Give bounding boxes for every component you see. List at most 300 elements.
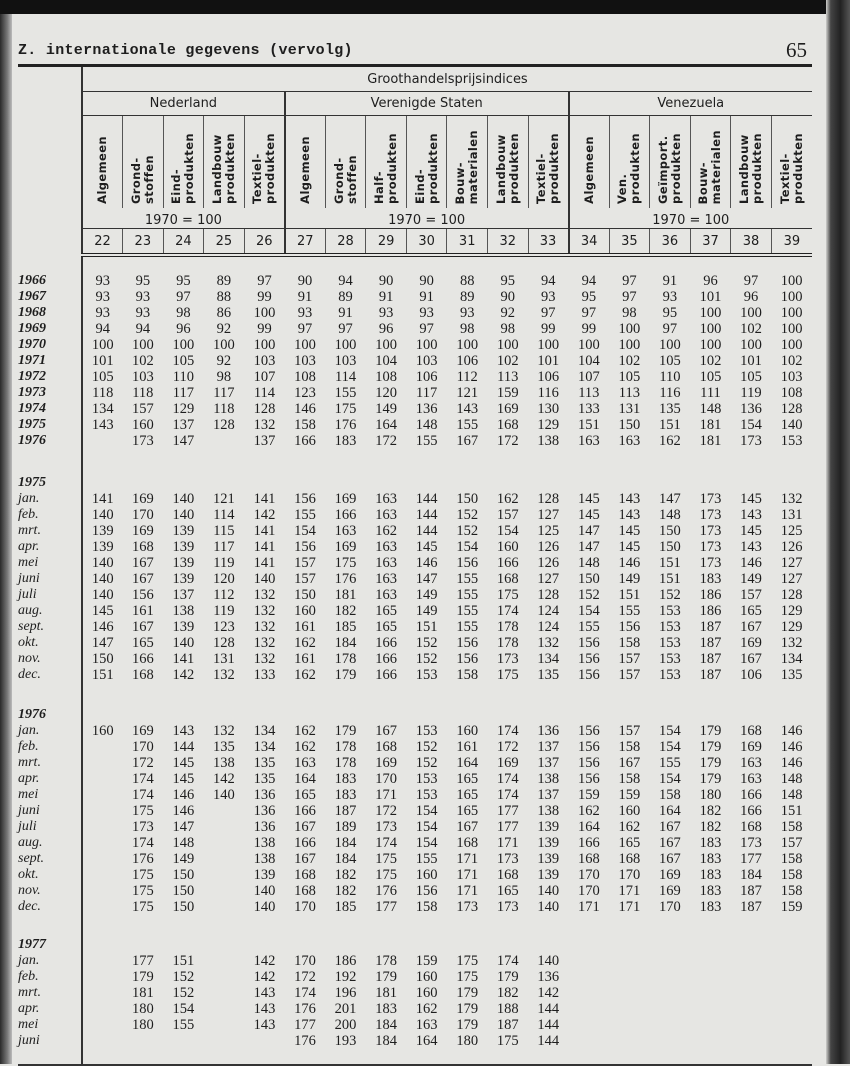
table-cell: 137 bbox=[537, 754, 560, 771]
empty-cell bbox=[731, 915, 772, 931]
table-cell: 94 bbox=[541, 272, 556, 289]
table-cell: 108 bbox=[780, 384, 803, 401]
table-cell: 135 bbox=[213, 738, 235, 755]
table-cell: 187 bbox=[740, 882, 762, 899]
empty-cell bbox=[771, 683, 812, 707]
table-cell: 166 bbox=[375, 666, 397, 683]
table-cell bbox=[82, 899, 123, 915]
table-cell: 161 bbox=[131, 602, 154, 619]
table-cell: 134 bbox=[253, 722, 276, 739]
table-cell: 186 bbox=[699, 602, 722, 619]
table-cell: 169 bbox=[496, 754, 519, 771]
table-cell: 104 bbox=[577, 352, 600, 369]
table-cell: 100 bbox=[577, 336, 600, 353]
empty-cell bbox=[244, 915, 285, 931]
table-cell bbox=[204, 1001, 245, 1017]
table-cell: 140 bbox=[91, 570, 114, 587]
table-row bbox=[18, 867, 812, 883]
table-cell: 146 bbox=[740, 554, 762, 571]
section-spacer bbox=[18, 915, 812, 931]
table-cell: 179 bbox=[456, 1016, 479, 1033]
table-cell: 152 bbox=[577, 586, 600, 603]
empty-cell bbox=[690, 449, 731, 475]
table-cell: 100 bbox=[294, 336, 316, 353]
table-row bbox=[18, 969, 812, 985]
row-label: mei bbox=[18, 787, 82, 803]
table-cell: 100 bbox=[496, 336, 519, 353]
table-cell: 182 bbox=[699, 802, 722, 819]
table-cell: 101 bbox=[91, 352, 114, 369]
table-cell: 117 bbox=[213, 384, 235, 401]
row-label: juli bbox=[18, 587, 82, 603]
table-cell: 177 bbox=[294, 1016, 316, 1033]
table-cell: 101 bbox=[740, 352, 762, 369]
table-cell: 153 bbox=[415, 770, 438, 787]
table-cell: 167 bbox=[131, 554, 154, 571]
table-cell: 132 bbox=[253, 416, 276, 433]
table-cell: 100 bbox=[334, 336, 357, 353]
table-cell: 98 bbox=[216, 368, 232, 385]
row-label: dec. bbox=[18, 899, 82, 915]
table-cell bbox=[123, 1033, 164, 1049]
table-cell: 161 bbox=[294, 618, 316, 635]
table-cell: 154 bbox=[740, 416, 762, 433]
table-cell: 180 bbox=[699, 786, 722, 803]
table-header bbox=[18, 66, 812, 256]
empty-cell bbox=[325, 707, 366, 723]
table-cell: 127 bbox=[537, 506, 560, 523]
table-cell: 179 bbox=[456, 1000, 479, 1017]
table-cell: 177 bbox=[131, 952, 154, 969]
table-cell: 100 bbox=[253, 304, 276, 321]
table-cell: 185 bbox=[334, 618, 357, 635]
table-cell: 140 bbox=[253, 570, 276, 587]
empty-cell bbox=[650, 255, 691, 273]
row-label: aug. bbox=[18, 603, 82, 619]
table-cell: 100 bbox=[780, 336, 803, 353]
empty-cell bbox=[285, 915, 326, 931]
table-cell: 99 bbox=[541, 320, 556, 337]
empty-cell bbox=[366, 475, 407, 491]
table-cell: 136 bbox=[740, 400, 762, 417]
empty-cell bbox=[163, 683, 204, 707]
table-cell: 162 bbox=[294, 634, 316, 651]
column-number: 34 bbox=[569, 229, 610, 256]
column-header-label: Eind- produkten bbox=[169, 133, 197, 204]
table-cell bbox=[204, 883, 245, 899]
empty-cell bbox=[487, 707, 528, 723]
empty-cell bbox=[731, 449, 772, 475]
table-cell: 174 bbox=[131, 770, 154, 787]
table-cell: 174 bbox=[496, 602, 519, 619]
table-cell: 169 bbox=[740, 738, 762, 755]
table-cell: 151 bbox=[659, 416, 681, 433]
table-cell: 141 bbox=[91, 490, 114, 507]
table-cell: 129 bbox=[172, 400, 195, 417]
table-cell: 174 bbox=[496, 952, 519, 969]
table-cell: 151 bbox=[415, 618, 438, 635]
table-cell: 158 bbox=[618, 634, 641, 651]
column-header-label: Half- produkten bbox=[372, 133, 400, 204]
empty-cell bbox=[82, 1049, 123, 1065]
table-cell: 128 bbox=[213, 416, 235, 433]
table-cell: 140 bbox=[537, 952, 560, 969]
table-cell: 169 bbox=[334, 490, 357, 507]
table-cell bbox=[82, 433, 123, 449]
table-cell: 147 bbox=[172, 818, 195, 835]
section-year-label: 1977 bbox=[18, 931, 82, 953]
table-cell: 176 bbox=[294, 1032, 316, 1049]
table-cell bbox=[82, 755, 123, 771]
empty-cell bbox=[771, 475, 812, 491]
table-cell: 135 bbox=[659, 400, 681, 417]
table-cell: 146 bbox=[415, 554, 438, 571]
row-label: 1972 bbox=[18, 369, 82, 385]
table-cell: 144 bbox=[415, 522, 438, 539]
column-header-label: Grond- stoffen bbox=[331, 154, 359, 204]
empty-cell bbox=[325, 1049, 366, 1065]
table-cell: 125 bbox=[780, 522, 803, 539]
row-label: sept. bbox=[18, 619, 82, 635]
table-cell: 139 bbox=[172, 522, 195, 539]
table-cell bbox=[82, 771, 123, 787]
table-cell: 136 bbox=[415, 400, 438, 417]
table-cell: 121 bbox=[456, 384, 479, 401]
empty-cell bbox=[650, 683, 691, 707]
table-cell: 145 bbox=[577, 490, 600, 507]
table-row bbox=[18, 651, 812, 667]
table-cell: 102 bbox=[496, 352, 519, 369]
table-cell: 100 bbox=[91, 336, 114, 353]
table-cell: 173 bbox=[699, 554, 722, 571]
table-cell bbox=[204, 1017, 245, 1033]
row-label: 1976 bbox=[18, 433, 82, 449]
table-cell: 168 bbox=[294, 866, 316, 883]
table-cell: 140 bbox=[91, 506, 114, 523]
table-cell: 144 bbox=[172, 738, 195, 755]
table-cell: 103 bbox=[334, 352, 357, 369]
table-cell: 157 bbox=[131, 400, 154, 417]
table-cell: 174 bbox=[375, 834, 397, 851]
table-cell: 150 bbox=[172, 882, 195, 899]
table-cell: 171 bbox=[618, 882, 641, 899]
table-cell: 150 bbox=[659, 522, 681, 539]
table-cell: 117 bbox=[213, 538, 235, 555]
column-header-label: Textiel- produkten bbox=[777, 133, 805, 204]
empty-cell bbox=[123, 683, 164, 707]
section-spacer bbox=[18, 255, 812, 273]
table-cell: 144 bbox=[415, 506, 438, 523]
empty-cell bbox=[163, 1049, 204, 1065]
table-cell: 177 bbox=[740, 850, 762, 867]
table-cell: 132 bbox=[253, 618, 276, 635]
table-cell: 166 bbox=[294, 834, 316, 851]
table-cell: 148 bbox=[699, 400, 722, 417]
empty-cell bbox=[487, 683, 528, 707]
empty-cell bbox=[366, 255, 407, 273]
table-cell: 105 bbox=[740, 368, 762, 385]
empty-cell bbox=[487, 255, 528, 273]
table-cell: 126 bbox=[537, 554, 560, 571]
table-cell: 158 bbox=[618, 738, 641, 755]
table-cell: 139 bbox=[537, 834, 560, 851]
row-label: feb. bbox=[18, 739, 82, 755]
table-cell: 114 bbox=[334, 368, 357, 385]
table-row bbox=[18, 771, 812, 787]
empty-cell bbox=[650, 707, 691, 723]
table-cell: 164 bbox=[577, 818, 600, 835]
table-cell: 139 bbox=[537, 866, 560, 883]
empty-cell bbox=[406, 255, 447, 273]
table-row bbox=[18, 835, 812, 851]
table-cell: 156 bbox=[456, 554, 479, 571]
empty-cell bbox=[690, 707, 731, 723]
table-cell: 159 bbox=[780, 898, 803, 915]
table-cell bbox=[690, 1001, 731, 1017]
table-cell: 171 bbox=[375, 786, 397, 803]
table-cell: 166 bbox=[375, 634, 397, 651]
empty-cell bbox=[163, 449, 204, 475]
table-cell: 166 bbox=[496, 554, 519, 571]
empty-cell bbox=[447, 449, 488, 475]
table-cell: 119 bbox=[740, 384, 762, 401]
table-cell: 154 bbox=[294, 522, 316, 539]
table-cell: 183 bbox=[699, 866, 722, 883]
table-cell: 155 bbox=[334, 384, 357, 401]
table-cell: 170 bbox=[375, 770, 397, 787]
table-cell: 158 bbox=[780, 818, 803, 835]
empty-cell bbox=[569, 683, 610, 707]
empty-cell bbox=[366, 915, 407, 931]
table-cell: 169 bbox=[131, 522, 154, 539]
table-cell: 160 bbox=[91, 722, 114, 739]
table-cell: 164 bbox=[456, 754, 479, 771]
table-cell: 148 bbox=[172, 834, 195, 851]
table-cell: 149 bbox=[415, 602, 438, 619]
table-cell: 162 bbox=[659, 432, 681, 449]
table-cell: 159 bbox=[618, 786, 641, 803]
country-header: Venezuela bbox=[569, 92, 812, 116]
table-cell bbox=[82, 985, 123, 1001]
table-cell: 164 bbox=[294, 770, 316, 787]
table-cell: 131 bbox=[618, 400, 641, 417]
empty-cell bbox=[325, 255, 366, 273]
table-cell: 117 bbox=[416, 384, 438, 401]
table-cell: 100 bbox=[740, 336, 762, 353]
table-cell: 169 bbox=[740, 634, 762, 651]
table-cell: 146 bbox=[294, 400, 316, 417]
table-cell: 157 bbox=[294, 554, 316, 571]
table-cell: 167 bbox=[659, 818, 681, 835]
table-row bbox=[18, 337, 812, 353]
table-cell: 103 bbox=[294, 352, 316, 369]
table-row bbox=[18, 755, 812, 771]
empty-cell bbox=[731, 707, 772, 723]
table-cell: 156 bbox=[577, 634, 600, 651]
table-cell: 116 bbox=[659, 384, 681, 401]
table-cell: 143 bbox=[740, 506, 762, 523]
table-cell: 160 bbox=[496, 538, 519, 555]
row-label: okt. bbox=[18, 867, 82, 883]
table-cell: 131 bbox=[780, 506, 803, 523]
base-year-label: 1970 = 100 bbox=[285, 208, 569, 229]
empty-cell bbox=[731, 683, 772, 707]
empty-cell bbox=[406, 707, 447, 723]
table-cell bbox=[609, 1001, 650, 1017]
table-cell: 137 bbox=[537, 786, 560, 803]
table-cell: 162 bbox=[375, 522, 397, 539]
table-cell: 135 bbox=[253, 770, 276, 787]
table-row bbox=[18, 507, 812, 523]
table-cell: 171 bbox=[456, 882, 479, 899]
table-cell bbox=[82, 867, 123, 883]
table-cell: 100 bbox=[699, 304, 722, 321]
table-cell: 100 bbox=[659, 336, 681, 353]
table-cell: 149 bbox=[740, 570, 762, 587]
table-cell: 143 bbox=[172, 722, 195, 739]
table-cell: 88 bbox=[459, 272, 475, 289]
table-cell: 94 bbox=[581, 272, 597, 289]
base-year-label: 1970 = 100 bbox=[82, 208, 285, 229]
table-cell: 173 bbox=[740, 432, 762, 449]
table-cell: 146 bbox=[780, 738, 803, 755]
table-cell: 149 bbox=[618, 570, 641, 587]
table-cell: 171 bbox=[456, 850, 479, 867]
column-header bbox=[244, 116, 285, 209]
table-cell: 163 bbox=[740, 754, 762, 771]
column-number: 27 bbox=[285, 229, 326, 256]
table-cell: 152 bbox=[456, 522, 479, 539]
table-cell: 176 bbox=[131, 850, 154, 867]
table-cell bbox=[204, 819, 245, 835]
table-cell: 150 bbox=[294, 586, 316, 603]
table-cell bbox=[771, 1001, 812, 1017]
table-cell bbox=[771, 1033, 812, 1049]
table-cell: 157 bbox=[294, 570, 316, 587]
row-label: juni bbox=[18, 1033, 82, 1049]
table-cell: 156 bbox=[294, 490, 316, 507]
table-cell: 97 bbox=[622, 272, 637, 289]
table-cell: 153 bbox=[659, 634, 681, 651]
table-cell: 168 bbox=[294, 882, 316, 899]
table-cell: 129 bbox=[537, 416, 560, 433]
table-cell: 152 bbox=[415, 754, 438, 771]
empty-cell bbox=[447, 931, 488, 953]
table-cell: 100 bbox=[780, 320, 803, 337]
table-cell: 149 bbox=[172, 850, 195, 867]
table-cell: 128 bbox=[537, 586, 560, 603]
table-cell: 183 bbox=[699, 834, 722, 851]
table-cell: 165 bbox=[618, 834, 641, 851]
table-cell: 143 bbox=[253, 1000, 276, 1017]
base-year-label: 1970 = 100 bbox=[569, 208, 812, 229]
table-cell: 139 bbox=[172, 554, 195, 571]
empty-cell bbox=[325, 931, 366, 953]
empty-cell bbox=[487, 915, 528, 931]
table-cell bbox=[731, 1033, 772, 1049]
empty-cell bbox=[366, 931, 407, 953]
table-cell: 145 bbox=[415, 538, 438, 555]
table-cell bbox=[650, 985, 691, 1001]
table-cell: 95 bbox=[176, 272, 191, 289]
table-cell: 100 bbox=[415, 336, 438, 353]
table-cell: 141 bbox=[172, 650, 195, 667]
table-cell: 97 bbox=[297, 320, 313, 337]
empty-cell bbox=[123, 1049, 164, 1065]
table-cell: 179 bbox=[334, 722, 357, 739]
empty-cell bbox=[731, 475, 772, 491]
table-cell: 176 bbox=[334, 570, 357, 587]
table-cell: 105 bbox=[618, 368, 641, 385]
column-header bbox=[731, 116, 772, 209]
table-cell: 151 bbox=[659, 570, 681, 587]
table-row bbox=[18, 603, 812, 619]
empty-cell bbox=[82, 255, 123, 273]
table-cell: 139 bbox=[537, 818, 560, 835]
table-cell: 162 bbox=[496, 490, 519, 507]
table-cell: 173 bbox=[496, 898, 519, 915]
table-cell: 182 bbox=[334, 882, 357, 899]
column-header bbox=[123, 116, 164, 209]
table-cell: 156 bbox=[577, 666, 600, 683]
table-cell: 174 bbox=[131, 786, 154, 803]
table-row bbox=[18, 635, 812, 651]
empty-cell bbox=[82, 683, 123, 707]
table-cell: 154 bbox=[659, 770, 681, 787]
table-cell: 103 bbox=[131, 368, 154, 385]
empty-cell bbox=[528, 255, 569, 273]
table-cell: 163 bbox=[740, 770, 762, 787]
table-cell: 156 bbox=[577, 754, 600, 771]
table-cell: 170 bbox=[294, 952, 316, 969]
table-cell: 91 bbox=[419, 288, 434, 305]
table-cell: 184 bbox=[334, 850, 357, 867]
table-cell: 93 bbox=[662, 288, 678, 305]
table-cell bbox=[569, 1033, 610, 1049]
table-cell: 174 bbox=[131, 834, 154, 851]
table-cell: 171 bbox=[618, 898, 641, 915]
table-cell: 91 bbox=[378, 288, 394, 305]
column-header bbox=[650, 116, 691, 209]
row-label: okt. bbox=[18, 635, 82, 651]
table-cell: 139 bbox=[91, 538, 114, 555]
empty-cell bbox=[487, 475, 528, 491]
table-cell bbox=[650, 953, 691, 969]
table-cell: 92 bbox=[216, 352, 232, 369]
table-cell: 153 bbox=[415, 722, 438, 739]
column-header-label: Ven. produkten bbox=[615, 133, 643, 204]
table-cell bbox=[82, 787, 123, 803]
table-cell bbox=[82, 835, 123, 851]
table-cell: 170 bbox=[131, 506, 154, 523]
table-cell: 100 bbox=[172, 336, 195, 353]
table-cell: 175 bbox=[131, 866, 154, 883]
table-cell: 181 bbox=[131, 984, 154, 1001]
table-cell: 94 bbox=[95, 320, 111, 337]
row-label: 1973 bbox=[18, 385, 82, 401]
row-label: 1971 bbox=[18, 353, 82, 369]
table-row bbox=[18, 417, 812, 433]
row-label: mei bbox=[18, 1017, 82, 1033]
table-cell: 178 bbox=[334, 738, 357, 755]
table-cell: 179 bbox=[699, 770, 722, 787]
table-cell: 147 bbox=[577, 522, 600, 539]
table-row bbox=[18, 273, 812, 289]
row-label: jan. bbox=[18, 953, 82, 969]
empty-cell bbox=[609, 915, 650, 931]
table-cell bbox=[609, 953, 650, 969]
column-header bbox=[204, 116, 245, 209]
